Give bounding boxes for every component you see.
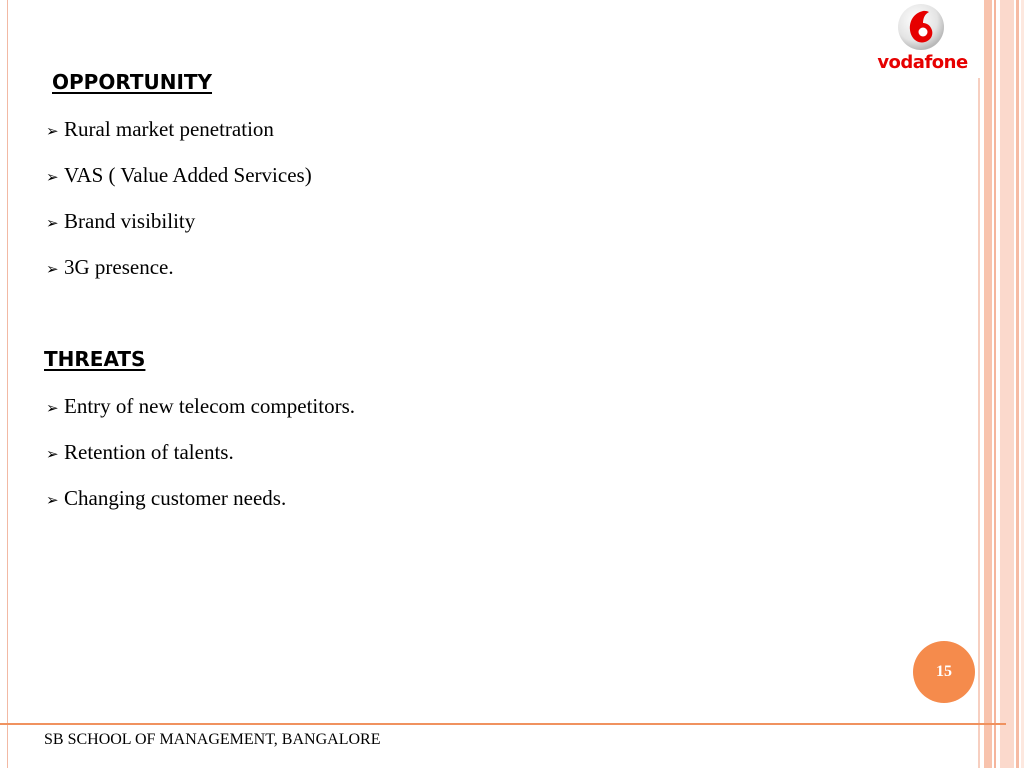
right-stripe [984,0,992,768]
right-stripe [978,0,980,768]
list-item [46,253,312,299]
list-item [46,484,355,530]
arrow-bullet-icon: ➢ [46,168,59,186]
arrow-bullet-icon: ➢ [46,445,59,463]
opportunity-list [46,115,312,299]
list-item-text: 3G presence. [64,255,174,279]
list-item-text: Brand visibility [64,209,196,233]
list-item [46,392,355,438]
list-item-text: Rural market penetration [64,117,274,141]
list-item [46,207,312,253]
footer-divider [0,723,1006,725]
threats-heading: THREATS [44,347,146,371]
brand-name: vodafone [877,52,968,73]
list-item-text: VAS ( Value Added Services) [64,163,312,187]
arrow-bullet-icon: ➢ [46,399,59,417]
list-item-text: Changing customer needs. [64,486,287,510]
arrow-bullet-icon: ➢ [46,122,59,140]
vodafone-logo [860,0,982,78]
threats-list [46,392,355,530]
list-item-text: Entry of new telecom competitors. [64,394,355,418]
arrow-bullet-icon: ➢ [46,260,59,278]
page-number-badge: 15 [913,641,975,703]
right-stripe [1016,0,1019,768]
list-item-text: Retention of talents. [64,440,234,464]
arrow-bullet-icon: ➢ [46,491,59,509]
list-item [46,115,312,161]
list-item [46,161,312,207]
right-stripe [1000,0,1014,768]
opportunity-heading: OPPORTUNITY [52,70,213,94]
footer-text: SB SCHOOL OF MANAGEMENT, BANGALORE [44,731,381,748]
list-item [46,438,355,484]
arrow-bullet-icon: ➢ [46,214,59,232]
left-border-line [7,0,8,768]
vodafone-speechmark-icon [896,2,946,52]
right-stripe [994,0,996,768]
